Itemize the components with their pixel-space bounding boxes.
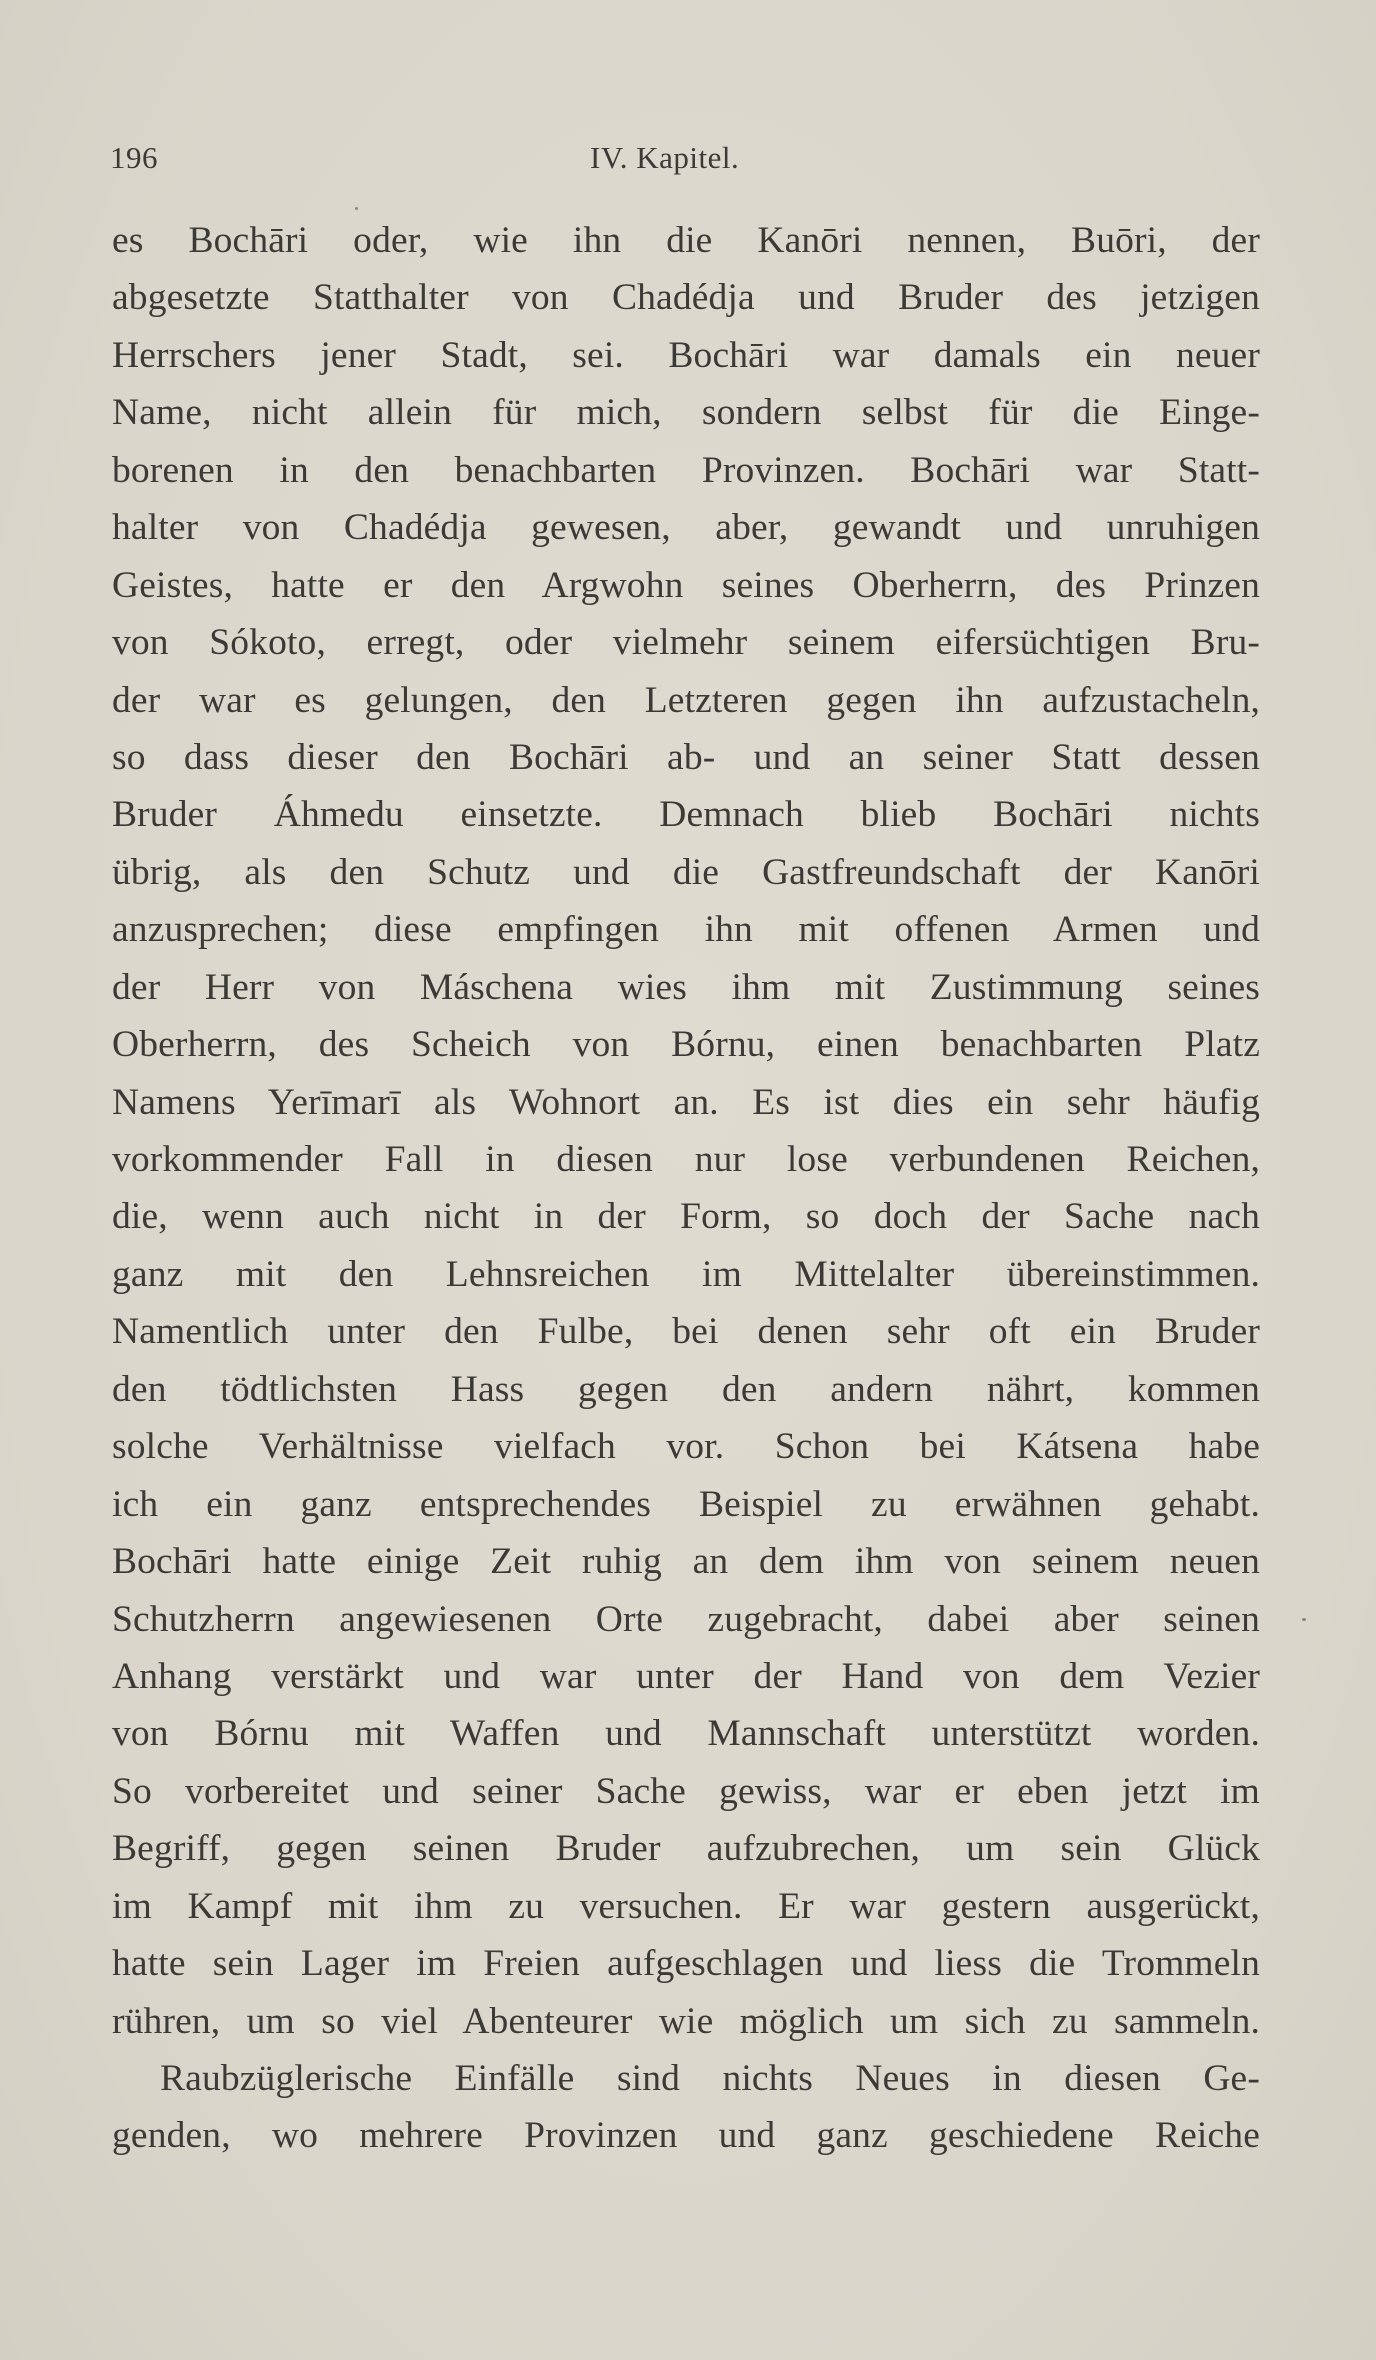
text-line: So vorbereitet und seiner Sache gewiss, war er eben jetzt im	[112, 1770, 1260, 1812]
text-line: ganz mit den Lehnsreichen im Mittelalter übereinstimmen.	[112, 1253, 1260, 1295]
running-head	[110, 140, 1260, 190]
text-line: Geistes, hatte er den Argwohn seines Oberherrn, des Prinzen	[112, 564, 1260, 606]
text-line: hatte sein Lager im Freien aufgeschlagen und liess die Trommeln	[112, 1943, 1260, 1985]
text-line: Bruder Áhmedu einsetzte. Demnach blieb Bochāri nichts	[112, 794, 1260, 836]
text-line: Herrschers jener Stadt, sei. Bochāri war damals ein neuer	[112, 334, 1260, 376]
body-text	[112, 212, 1260, 2165]
chapter-title: IV. Kapitel.	[590, 140, 740, 175]
text-line: Oberherrn, des Scheich von Bórnu, einen benachbarten Platz	[112, 1024, 1260, 1066]
text-line: solche Verhältnisse vielfach vor. Schon bei Kátsena habe	[112, 1426, 1260, 1468]
text-line: borenen in den benachbarten Provinzen. Bochāri war Statt-	[112, 449, 1260, 491]
text-line: abgesetzte Statthalter von Chadédja und Bruder des jetzigen	[112, 277, 1260, 319]
text-line: Bochāri hatte einige Zeit ruhig an dem ihm von seinem neuen	[112, 1541, 1260, 1583]
text-line: es Bochāri oder, wie ihn die Kanōri nennen, Buōri, der	[112, 220, 1260, 261]
text-line: halter von Chadédja gewesen, aber, gewandt und unruhigen	[112, 507, 1260, 549]
text-line: rühren, um so viel Abenteurer wie möglich um sich zu sammeln.	[112, 2000, 1260, 2042]
text-line: Namentlich unter den Fulbe, bei denen sehr oft ein Bruder	[112, 1311, 1260, 1353]
text-line: vorkommender Fall in diesen nur lose verbundenen Reichen,	[112, 1139, 1260, 1180]
page-number: 196	[110, 140, 158, 175]
text-line: von Sókoto, erregt, oder vielmehr seinem eifersüchtigen Bru-	[112, 622, 1260, 664]
text-line: Begriff, gegen seinen Bruder aufzubrechen, um sein Glück	[112, 1828, 1260, 1870]
text-line: übrig, als den Schutz und die Gastfreundschaft der Kanōri	[112, 851, 1260, 893]
text-line: so dass dieser den Bochāri ab- und an seiner Statt dessen	[112, 736, 1260, 778]
text-line: die, wenn auch nicht in der Form, so doch der Sache nach	[112, 1196, 1260, 1238]
text-line: der war es gelungen, den Letzteren gegen ihn aufzustacheln,	[112, 679, 1260, 721]
text-line: von Bórnu mit Waffen und Mannschaft unterstützt worden.	[112, 1713, 1260, 1755]
text-line: den tödtlichsten Hass gegen den andern nährt, kommen	[112, 1368, 1260, 1410]
text-line: genden, wo mehrere Provinzen und ganz geschiedene Reiche	[112, 2115, 1260, 2157]
text-line: Schutzherrn angewiesenen Orte zugebracht, dabei aber seinen	[112, 1598, 1260, 1640]
text-line: anzusprechen; diese empfingen ihn mit offenen Armen und	[112, 909, 1260, 951]
text-line: im Kampf mit ihm zu versuchen. Er war gestern ausgerückt,	[112, 1885, 1260, 1927]
text-line: Anhang verstärkt und war unter der Hand von dem Vezier	[112, 1655, 1260, 1697]
paper-speck	[1302, 1618, 1306, 1621]
text-line: Raubzüglerische Einfälle sind nichts Neues in diesen Ge-	[160, 2058, 1260, 2099]
text-line: Name, nicht allein für mich, sondern selbst für die Einge-	[112, 392, 1260, 434]
text-line: Namens Yerīmarī als Wohnort an. Es ist dies ein sehr häufig	[112, 1081, 1260, 1123]
text-line: der Herr von Máschena wies ihm mit Zustimmung seines	[112, 966, 1260, 1008]
text-line: ich ein ganz entsprechendes Beispiel zu erwähnen gehabt.	[112, 1483, 1260, 1525]
paper-speck	[355, 207, 358, 210]
